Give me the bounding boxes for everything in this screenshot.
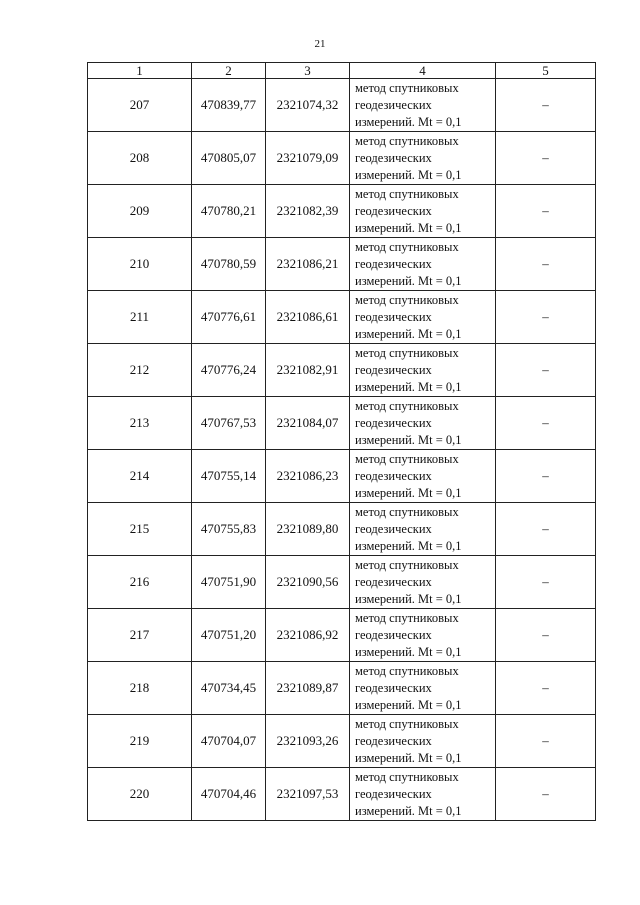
note-cell: – — [496, 503, 596, 556]
method-text-line: измерений. Mt = 0,1 — [355, 750, 462, 765]
note-cell: – — [496, 609, 596, 662]
point-number-cell: 220 — [88, 768, 192, 821]
x-coordinate-cell: 470751,20 — [192, 609, 266, 662]
method-cell — [350, 556, 496, 609]
x-coordinate-cell: 470755,83 — [192, 503, 266, 556]
y-coordinate-cell: 2321089,80 — [266, 503, 350, 556]
method-text-line: измерений. Mt = 0,1 — [355, 538, 462, 553]
method-text-line: геодезических — [355, 415, 432, 430]
x-coordinate-cell: 470839,77 — [192, 79, 266, 132]
method-text-line: геодезических — [355, 627, 432, 642]
method-text-line: измерений. Mt = 0,1 — [355, 167, 462, 182]
method-text-line: измерений. Mt = 0,1 — [355, 432, 462, 447]
method-text-line: метод спутниковых — [355, 610, 459, 625]
table-row — [88, 132, 596, 185]
note-cell: – — [496, 450, 596, 503]
method-text-line: измерений. Mt = 0,1 — [355, 114, 462, 129]
point-number-cell: 209 — [88, 185, 192, 238]
table-row — [88, 185, 596, 238]
method-text-line: геодезических — [355, 574, 432, 589]
method-text-line: геодезических — [355, 733, 432, 748]
x-coordinate-cell: 470776,24 — [192, 344, 266, 397]
point-number-cell: 207 — [88, 79, 192, 132]
point-number-cell: 218 — [88, 662, 192, 715]
table-row — [88, 556, 596, 609]
point-number-cell: 210 — [88, 238, 192, 291]
x-coordinate-cell: 470704,07 — [192, 715, 266, 768]
x-coordinate-cell: 470805,07 — [192, 132, 266, 185]
method-text-line: метод спутниковых — [355, 769, 459, 784]
table-row — [88, 768, 596, 821]
note-cell: – — [496, 768, 596, 821]
method-cell — [350, 503, 496, 556]
table-row — [88, 344, 596, 397]
y-coordinate-cell: 2321082,39 — [266, 185, 350, 238]
method-text-line: метод спутниковых — [355, 504, 459, 519]
note-cell: – — [496, 715, 596, 768]
method-text-line: метод спутниковых — [355, 663, 459, 678]
x-coordinate-cell: 470751,90 — [192, 556, 266, 609]
method-text-line: измерений. Mt = 0,1 — [355, 273, 462, 288]
method-cell — [350, 397, 496, 450]
method-text-line: измерений. Mt = 0,1 — [355, 485, 462, 500]
table-row — [88, 503, 596, 556]
x-coordinate-cell: 470767,53 — [192, 397, 266, 450]
method-text-line: метод спутниковых — [355, 557, 459, 572]
y-coordinate-cell: 2321086,21 — [266, 238, 350, 291]
method-text-line: геодезических — [355, 150, 432, 165]
method-text-line: измерений. Mt = 0,1 — [355, 379, 462, 394]
method-text-line: метод спутниковых — [355, 345, 459, 360]
note-cell: – — [496, 291, 596, 344]
page-number: 21 — [314, 38, 326, 50]
method-text-line: геодезических — [355, 97, 432, 112]
note-cell: – — [496, 344, 596, 397]
column-header-5: 5 — [496, 63, 596, 79]
table-row — [88, 715, 596, 768]
method-text-line: измерений. Mt = 0,1 — [355, 697, 462, 712]
table-row — [88, 609, 596, 662]
method-text-line: метод спутниковых — [355, 239, 459, 254]
method-cell — [350, 132, 496, 185]
method-text-line: геодезических — [355, 680, 432, 695]
method-text-line: метод спутниковых — [355, 398, 459, 413]
y-coordinate-cell: 2321089,87 — [266, 662, 350, 715]
table-row — [88, 79, 596, 132]
method-cell — [350, 768, 496, 821]
method-text-line: измерений. Mt = 0,1 — [355, 644, 462, 659]
method-cell — [350, 662, 496, 715]
column-header-4: 4 — [350, 63, 496, 79]
y-coordinate-cell: 2321097,53 — [266, 768, 350, 821]
note-cell: – — [496, 662, 596, 715]
method-text-line: метод спутниковых — [355, 451, 459, 466]
y-coordinate-cell: 2321093,26 — [266, 715, 350, 768]
method-text-line: измерений. Mt = 0,1 — [355, 803, 462, 818]
point-number-cell: 208 — [88, 132, 192, 185]
point-number-cell: 211 — [88, 291, 192, 344]
method-cell — [350, 609, 496, 662]
method-text-line: метод спутниковых — [355, 716, 459, 731]
y-coordinate-cell: 2321079,09 — [266, 132, 350, 185]
x-coordinate-cell: 470780,21 — [192, 185, 266, 238]
method-text-line: метод спутниковых — [355, 133, 459, 148]
y-coordinate-cell: 2321084,07 — [266, 397, 350, 450]
note-cell: – — [496, 132, 596, 185]
table-row — [88, 291, 596, 344]
note-cell: – — [496, 238, 596, 291]
y-coordinate-cell: 2321090,56 — [266, 556, 350, 609]
column-header-1: 1 — [88, 63, 192, 79]
method-cell — [350, 291, 496, 344]
point-number-cell: 214 — [88, 450, 192, 503]
note-cell: – — [496, 79, 596, 132]
x-coordinate-cell: 470776,61 — [192, 291, 266, 344]
point-number-cell: 212 — [88, 344, 192, 397]
y-coordinate-cell: 2321086,92 — [266, 609, 350, 662]
point-number-cell: 219 — [88, 715, 192, 768]
point-number-cell: 215 — [88, 503, 192, 556]
table-row — [88, 238, 596, 291]
method-cell — [350, 238, 496, 291]
method-cell — [350, 185, 496, 238]
method-cell — [350, 450, 496, 503]
point-number-cell: 217 — [88, 609, 192, 662]
note-cell: – — [496, 397, 596, 450]
table-header-row — [88, 63, 596, 79]
method-text-line: метод спутниковых — [355, 80, 459, 95]
y-coordinate-cell: 2321086,61 — [266, 291, 350, 344]
method-text-line: измерений. Mt = 0,1 — [355, 220, 462, 235]
method-text-line: геодезических — [355, 309, 432, 324]
column-header-3: 3 — [266, 63, 350, 79]
point-number-cell: 216 — [88, 556, 192, 609]
method-text-line: метод спутниковых — [355, 186, 459, 201]
method-text-line: геодезических — [355, 521, 432, 536]
method-text-line: измерений. Mt = 0,1 — [355, 591, 462, 606]
method-text-line: измерений. Mt = 0,1 — [355, 326, 462, 341]
method-cell — [350, 79, 496, 132]
y-coordinate-cell: 2321082,91 — [266, 344, 350, 397]
method-text-line: метод спутниковых — [355, 292, 459, 307]
table-row — [88, 450, 596, 503]
point-number-cell: 213 — [88, 397, 192, 450]
method-cell — [350, 344, 496, 397]
method-text-line: геодезических — [355, 203, 432, 218]
method-cell — [350, 715, 496, 768]
column-header-2: 2 — [192, 63, 266, 79]
method-text-line: геодезических — [355, 468, 432, 483]
coordinates-table — [87, 62, 596, 821]
method-text-line: геодезических — [355, 256, 432, 271]
x-coordinate-cell: 470704,46 — [192, 768, 266, 821]
y-coordinate-cell: 2321086,23 — [266, 450, 350, 503]
method-text-line: геодезических — [355, 362, 432, 377]
x-coordinate-cell: 470755,14 — [192, 450, 266, 503]
note-cell: – — [496, 556, 596, 609]
note-cell: – — [496, 185, 596, 238]
x-coordinate-cell: 470734,45 — [192, 662, 266, 715]
table-row — [88, 397, 596, 450]
table-row — [88, 662, 596, 715]
y-coordinate-cell: 2321074,32 — [266, 79, 350, 132]
method-text-line: геодезических — [355, 786, 432, 801]
x-coordinate-cell: 470780,59 — [192, 238, 266, 291]
